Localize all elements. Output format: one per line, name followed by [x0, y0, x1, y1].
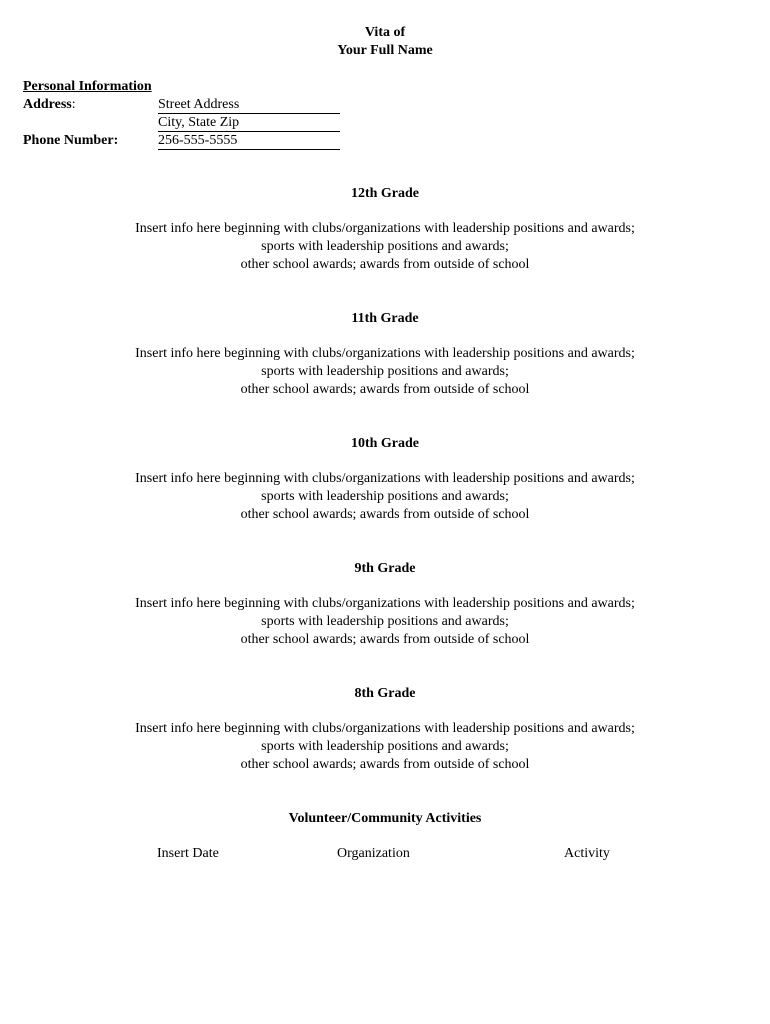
grade-text-line: Insert info here beginning with clubs/organizations with leadership positions and awards;	[135, 471, 635, 486]
address-label-text: Address	[23, 97, 72, 112]
personal-information-heading: Personal Information	[23, 79, 152, 94]
address-label-colon: :	[71, 97, 76, 112]
grade-section-10	[0, 435, 770, 524]
grade-section-11	[0, 310, 770, 399]
grade-text-line: sports with leadership positions and awards;	[261, 239, 509, 254]
grade-text-line: other school awards; awards from outside of school	[240, 507, 530, 522]
grade-section-12	[0, 185, 770, 274]
grade-text-line: other school awards; awards from outside of school	[240, 632, 530, 647]
grade-section-9	[0, 560, 770, 649]
grade-heading: 10th Grade	[350, 436, 420, 451]
address-row	[23, 96, 423, 114]
grade-text-line: Insert info here beginning with clubs/organizations with leadership positions and awards;	[135, 721, 635, 736]
grade-body	[0, 345, 770, 399]
grade-text-line: Insert info here beginning with clubs/organizations with leadership positions and awards;	[135, 221, 635, 236]
phone-label: Phone Number:	[23, 133, 119, 148]
grade-section-8	[0, 685, 770, 774]
grade-text-line: other school awards; awards from outside of school	[240, 382, 530, 397]
grade-body	[0, 595, 770, 649]
document-title	[0, 24, 770, 60]
column-activity: Activity	[564, 846, 610, 861]
grade-body	[0, 720, 770, 774]
volunteer-heading: Volunteer/Community Activities	[288, 811, 482, 826]
grade-heading: 8th Grade	[354, 686, 416, 701]
column-organization: Organization	[337, 846, 410, 861]
column-insert-date: Insert Date	[157, 846, 219, 861]
title-line-vita: Vita of	[364, 25, 406, 40]
grade-heading: 9th Grade	[354, 561, 416, 576]
grade-heading: 11th Grade	[351, 311, 419, 326]
grade-body	[0, 220, 770, 274]
phone-number-field[interactable]: 256-555-5555	[158, 132, 340, 150]
grade-text-line: sports with leadership positions and awards;	[261, 489, 509, 504]
street-address-field[interactable]: Street Address	[158, 96, 340, 114]
city-state-zip-field[interactable]: City, State Zip	[158, 114, 340, 132]
title-line-name: Your Full Name	[337, 43, 433, 58]
grade-heading: 12th Grade	[350, 186, 420, 201]
volunteer-columns	[0, 845, 770, 863]
city-row	[23, 114, 423, 132]
address-label	[23, 96, 76, 114]
grade-text-line: other school awards; awards from outside of school	[240, 757, 530, 772]
grade-text-line: Insert info here beginning with clubs/organizations with leadership positions and awards;	[135, 596, 635, 611]
phone-row	[23, 132, 423, 150]
grade-body	[0, 470, 770, 524]
grade-text-line: sports with leadership positions and awards;	[261, 739, 509, 754]
grade-text-line: sports with leadership positions and awards;	[261, 364, 509, 379]
grade-text-line: Insert info here beginning with clubs/organizations with leadership positions and awards;	[135, 346, 635, 361]
grade-text-line: other school awards; awards from outside of school	[240, 257, 530, 272]
grade-text-line: sports with leadership positions and awards;	[261, 614, 509, 629]
personal-information-section	[23, 78, 423, 150]
